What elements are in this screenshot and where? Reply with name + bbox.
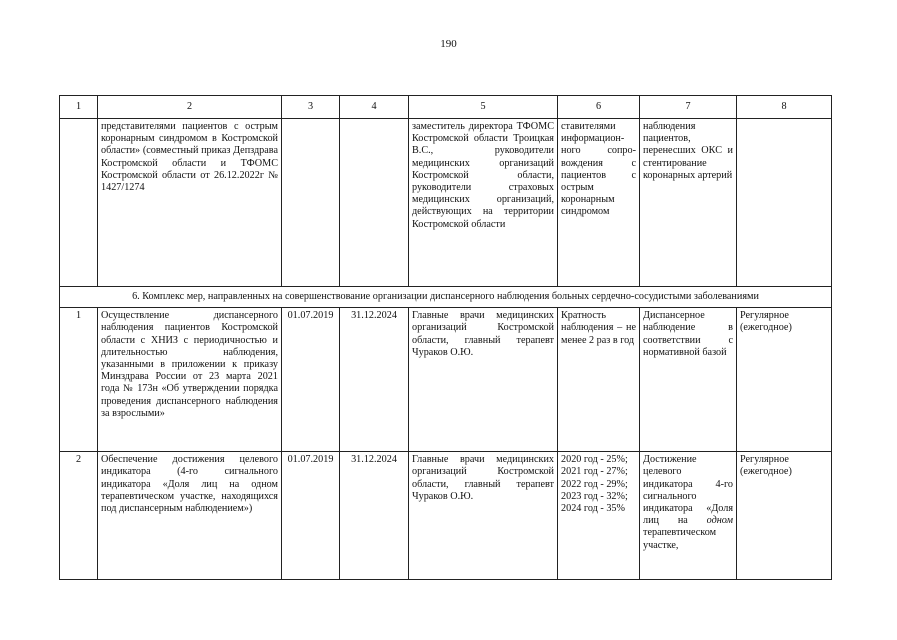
cell-end-date bbox=[340, 119, 409, 287]
cell-indicator: Кратность наблюдения – не менее 2 раз в год bbox=[558, 308, 640, 452]
cell-periodicity bbox=[737, 119, 832, 287]
result-text: терапевтическом участке, bbox=[643, 527, 717, 551]
cell-activity: Обеспечение достижения целевого индикатора (4-го сигнального индикатора «Доля лиц на одном терапевтическом участке, находящихся под диспансерным наблюдением») bbox=[98, 452, 282, 580]
cell-responsible: заместитель директора ТФОМС Костромской области Троицкая В.С., руководители медицинских организаций Костромской области, руководители страховых медицинских организаций, действующих на территории Костромской области bbox=[409, 119, 558, 287]
result-text-italic: одном bbox=[706, 515, 733, 527]
cell-result bbox=[640, 452, 737, 580]
indicator-line: 2022 год - 29%; bbox=[561, 478, 628, 490]
table-row bbox=[60, 452, 832, 580]
cell-result: наблюдения пациентов, перенесших ОКС и стентирование коронарных артерий bbox=[640, 119, 737, 287]
column-header: 2 bbox=[98, 96, 282, 119]
cell-result: Диспансерное наблюдение в соответствии с нормативной базой bbox=[640, 308, 737, 452]
cell-start-date: 01.07.2019 bbox=[282, 308, 340, 452]
column-header: 7 bbox=[640, 96, 737, 119]
indicator-line: 2021 год - 27%; bbox=[561, 466, 628, 478]
indicator-line: 2023 год - 32%; bbox=[561, 490, 628, 502]
table-header-row bbox=[60, 96, 832, 119]
indicator-line: 2020 год - 25%; bbox=[561, 454, 628, 466]
table-row-continued bbox=[60, 119, 832, 287]
indicator-line: 2024 год - 35% bbox=[561, 503, 625, 515]
result-text: Достижение целевого индикатора 4-го сигнального индикатора «Доля лиц на bbox=[643, 454, 733, 527]
cell-indicator: ставителями информацион-ного сопро-вождения с пациентов с острым коронарным синдромом bbox=[558, 119, 640, 287]
cell-indicator bbox=[558, 452, 640, 580]
cell-number: 1 bbox=[60, 308, 98, 452]
cell-start-date: 01.07.2019 bbox=[282, 452, 340, 580]
column-header: 6 bbox=[558, 96, 640, 119]
plan-table bbox=[59, 95, 832, 580]
column-header: 1 bbox=[60, 96, 98, 119]
cell-activity: Осуществление диспансерного наблюдения пациентов Костромской области с ХНИЗ с периодичностью и длительностью наблюдения, указанными в приложении к приказу Минздрава России от 23 марта 2021 года № 173н «Об утверждении порядка проведения диспансерного наблюдения за взрослыми» bbox=[98, 308, 282, 452]
column-header: 3 bbox=[282, 96, 340, 119]
cell-end-date: 31.12.2024 bbox=[340, 308, 409, 452]
column-header: 4 bbox=[340, 96, 409, 119]
section-row bbox=[60, 287, 832, 308]
page-number: 190 bbox=[440, 38, 457, 50]
cell-responsible: Главные врачи медицинских организаций Костромской области, главный терапевт Чураков О.Ю. bbox=[409, 452, 558, 580]
column-header: 5 bbox=[409, 96, 558, 119]
cell-periodicity: Регулярное (ежегодное) bbox=[737, 452, 832, 580]
cell-responsible: Главные врачи медицинских организаций Костромской области, главный терапевт Чураков О.Ю. bbox=[409, 308, 558, 452]
cell-periodicity: Регулярное (ежегодное) bbox=[737, 308, 832, 452]
cell-number bbox=[60, 119, 98, 287]
cell-end-date: 31.12.2024 bbox=[340, 452, 409, 580]
table-row bbox=[60, 308, 832, 452]
cell-activity: представителями пациентов с острым коронарным синдромом в Костромской области» (совместный приказ Депздрава Костромской области и ТФОМС Костромской области от 26.12.2022г № 1427/1274 bbox=[98, 119, 282, 287]
cell-number: 2 bbox=[60, 452, 98, 580]
column-header: 8 bbox=[737, 96, 832, 119]
cell-start-date bbox=[282, 119, 340, 287]
section-title: 6. Комплекс мер, направленных на совершенствование организации диспансерного наблюдения больных сердечно-сосудистыми заболеваниями bbox=[60, 287, 832, 308]
